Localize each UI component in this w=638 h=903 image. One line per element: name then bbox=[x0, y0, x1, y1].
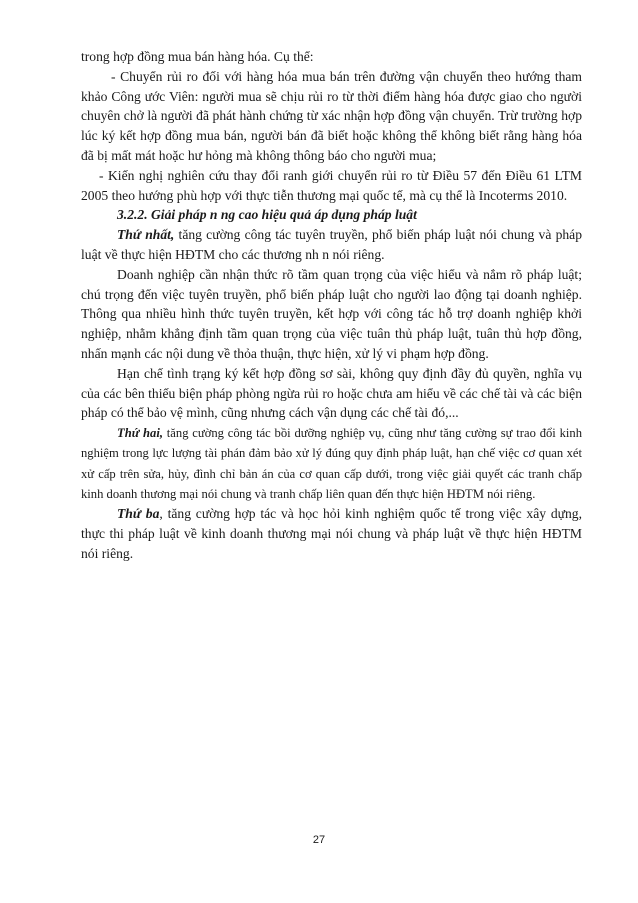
paragraph-business-awareness: Doanh nghiệp cần nhận thức rõ tầm quan trọng của việc hiểu và nắm rõ pháp luật; chú trọng đến việc tuyên truyền, phổ biến pháp luật cho người lao động tại doanh nghiệp. Thông qua nhiều hình thức tuyên truyền, kết hợp với công tác hỗ trợ doanh nghiệp khởi nghiệp, nhằm khẳng định tầm quan trọng của việc tuân thủ pháp luật, tuân thủ hợp đồng, nhấn mạnh các nội dung về thỏa thuận, thực hiện, xử lý vi phạm hợp đồng. bbox=[81, 266, 582, 361]
lead-first: Thứ nhất, bbox=[117, 227, 175, 243]
lead-second: Thứ hai, bbox=[117, 426, 163, 441]
paragraph-third-text: , tăng cường hợp tác và học hỏi kinh nghiệm quốc tế trong việc xây dựng, thực thi pháp luật về kinh doanh thương mại nói chung và pháp luật về thực hiện HĐTM nói riêng. bbox=[81, 505, 582, 561]
paragraph-third-solution bbox=[81, 504, 582, 563]
paragraph-first-solution bbox=[81, 225, 582, 265]
paragraph-first-text: tăng cường công tác tuyên truyền, phổ biến pháp luật nói chung và pháp luật về thực hiện HĐTM cho các thương nh n nói riêng. bbox=[81, 227, 583, 262]
section-heading: 3.2.2. Giải pháp n ng cao hiệu quả áp dụng pháp luật bbox=[117, 207, 417, 223]
body-text bbox=[81, 47, 582, 563]
paragraph-contract-intro: trong hợp đồng mua bán hàng hóa. Cụ thể: bbox=[81, 49, 314, 64]
paragraph-recommendation: - Kiến nghị nghiên cứu thay đổi ranh giới chuyển rủi ro từ Điều 57 đến Điều 61 LTM 2005 theo hướng phù hợp với thực tiễn thương mại quốc tế, mà cụ thể là Incoterms 2010. bbox=[81, 167, 582, 203]
paragraph-second-solution bbox=[81, 423, 582, 504]
lead-third: Thứ ba bbox=[117, 505, 160, 521]
paragraph-risk-transfer: - Chuyển rủi ro đối với hàng hóa mua bán trên đường vận chuyển theo hướng tham khảo Công ước Viên: người mua sẽ chịu rủi ro từ thời điểm hàng hóa được giao cho người chuyên chở là người đã phát hành chứng từ xác nhận hợp đồng vận chuyển. Trừ trường hợp lúc ký kết hợp đồng mua bán, người bán đã biết hoặc không thể không biết rằng hàng hóa đã bị mất mát hoặc hư hỏng mà không thông báo cho người mua; bbox=[81, 68, 582, 163]
page-number: 27 bbox=[312, 834, 326, 846]
paragraph-limit-contracts: Hạn chế tình trạng ký kết hợp đồng sơ sài, không quy định đầy đủ quyền, nghĩa vụ của các bên thiếu biện pháp phòng ngừa rủi ro hoặc chưa am hiểu về các chế tài và các biện pháp có thể bảo vệ mình, cũng nhưng cách vận dụng các chế tài đó,... bbox=[81, 365, 582, 421]
paragraph-second-text: tăng cường công tác bồi dưỡng nghiệp vụ, cũng như tăng cường sự trao đổi kinh nghiệm trong lực lượng tài phán đảm bảo xử lý đúng quy định pháp luật, hạn chế việc cơ quan xét xử cấp trên sửa, hủy, đình chỉ bản án của cơ quan cấp dưới, trong việc giải quyết các tranh chấp kinh doanh thương mại nói chung và tranh chấp liên quan đến thực hiện HĐTM nói riêng. bbox=[81, 426, 582, 501]
